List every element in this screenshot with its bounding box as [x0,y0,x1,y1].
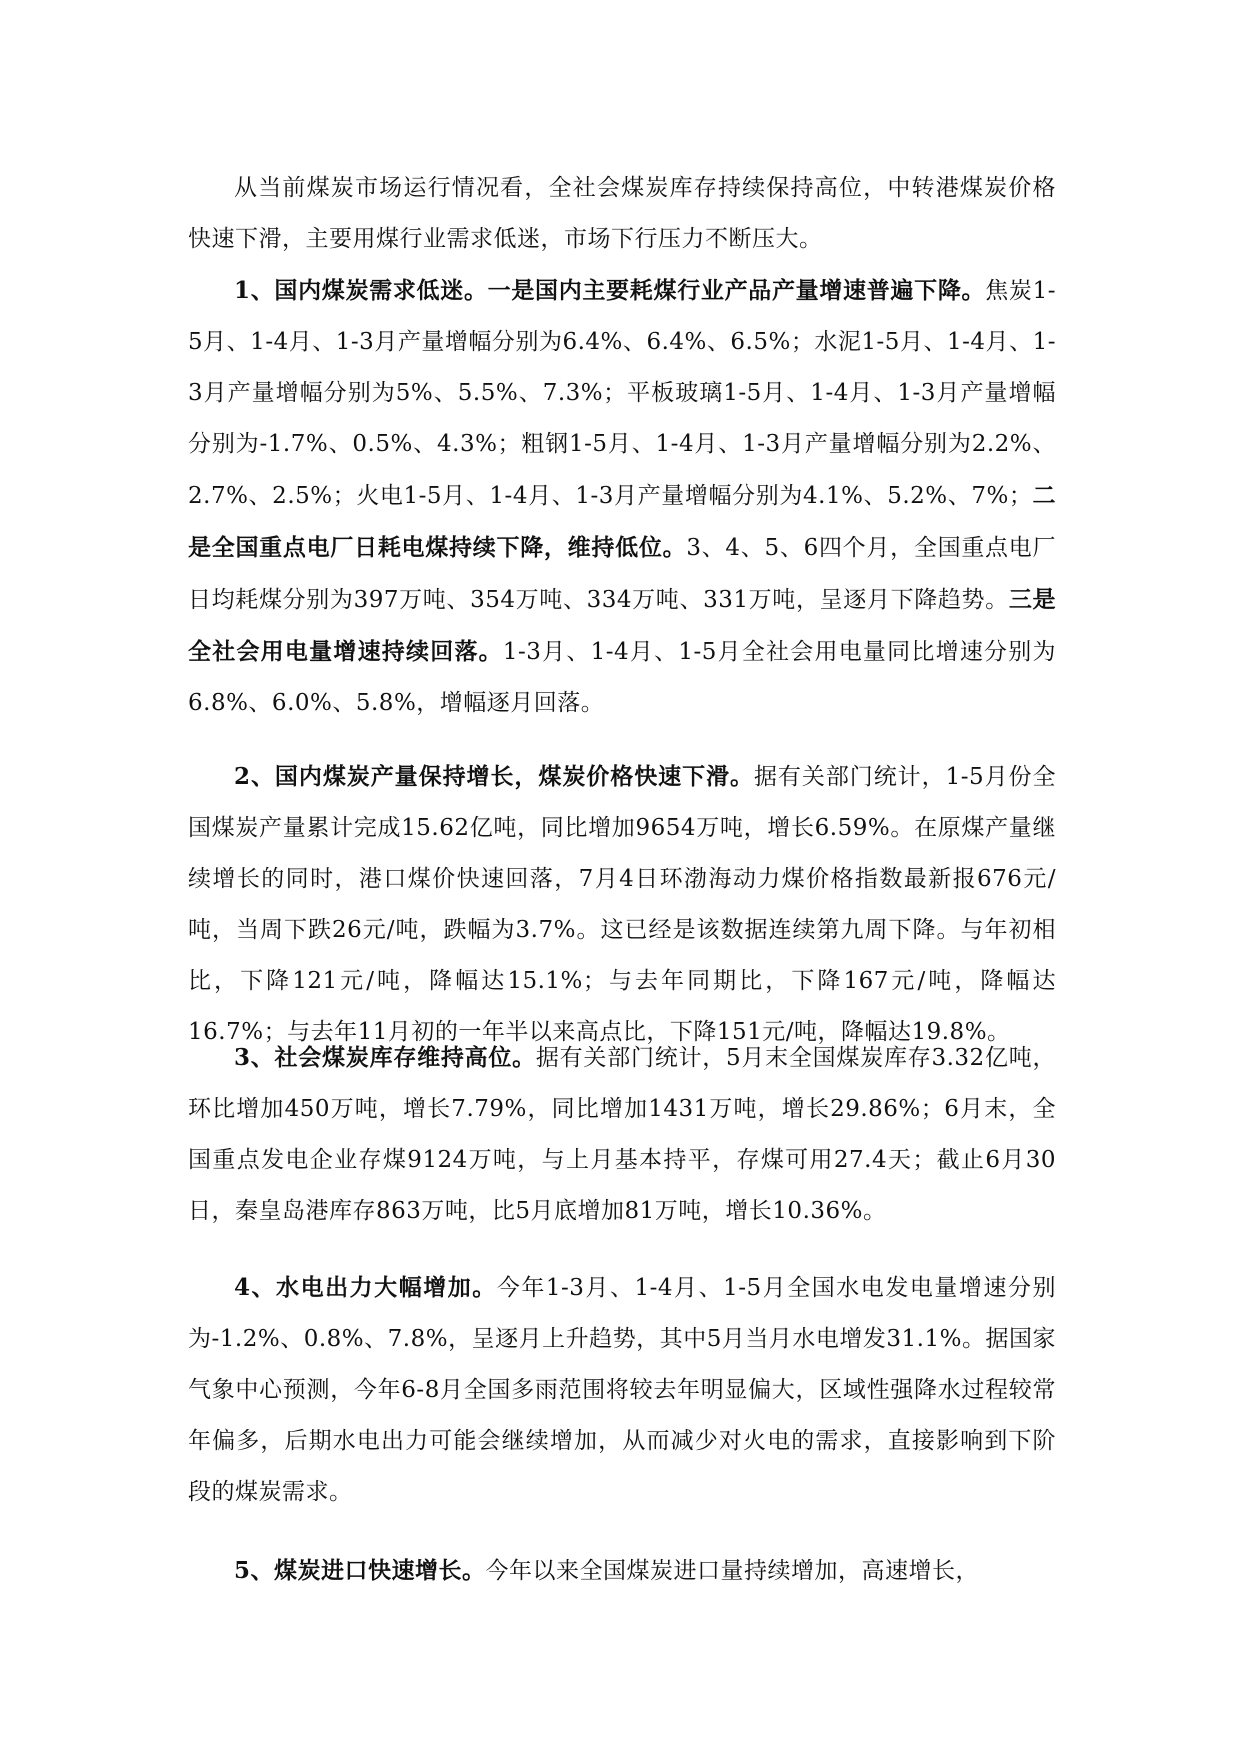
section-heading-4: 4、水电出力大幅增加。 [234,1274,497,1301]
point-heading-1: 一是国内主要耗煤行业产品产量增速普遍下降。 [487,277,986,304]
imports-text: 今年以来全国煤炭进口量持续增加，高速增长， [485,1558,980,1584]
point-heading-2: 二是全国重点电厂日耗电煤持续下降，维持低位。 [188,482,1057,561]
point-heading-3: 三是全社会用电量增速持续回落。 [188,586,1056,665]
section-heading-3: 3、社会煤炭库存维持高位。 [234,1044,536,1071]
demand-text-3: 1-3月、1-4月、1-5月全社会用电量同比增速分别为6.8%、6.0%、5.8%，增幅逐月回落。 [188,639,1056,716]
paragraph-imports [188,1545,1056,1597]
paragraph-demand [188,265,1056,729]
production-price-text: 据有关部门统计，1-5月份全国煤炭产量累计完成15.62亿吨，同比增加9654万吨，增长6.59%。在原煤产量继续增长的同时，港口煤价快速回落，7月4日环渤海动力煤价格指数最新报676元/吨，当周下跌26元/吨，跌幅为3.7%。这已经是该数据连续第九周下降。与年初相比，下降121元/吨，降幅达15.1%；与去年同期比，下降167元/吨，降幅达16.7%；与去年11月初的一年半以来高点比，下降151元/吨，降幅达19.8%。 [188,764,1056,1045]
intro-text: 从当前煤炭市场运行情况看，全社会煤炭库存持续保持高位，中转港煤炭价格快速下滑，主要用煤行业需求低迷，市场下行压力不断压大。 [188,175,1056,252]
section-heading-5: 5、煤炭进口快速增长。 [234,1557,486,1584]
paragraph-inventory [188,1032,1056,1237]
hydropower-text: 今年1-3月、1-4月、1-5月全国水电发电量增速分别为-1.2%、0.8%、7.8%，呈逐月上升趋势，其中5月当月水电增发31.1%。据国家气象中心预测，今年6-8月全国多雨范围将较去年明显偏大，区域性强降水过程较常年偏多，后期水电出力可能会继续增加，从而减少对火电的需求，直接影响到下阶段的煤炭需求。 [188,1275,1056,1505]
section-heading-2: 2、国内煤炭产量保持增长，煤炭价格快速下滑。 [234,763,754,790]
paragraph-intro [188,163,1056,265]
paragraph-hydropower [188,1262,1056,1518]
demand-text-1: 焦炭1-5月、1-4月、1-3月产量增幅分别为6.4%、6.4%、6.5%；水泥1-5月、1-4月、1-3月产量增幅分别为5%、5.5%、7.3%；平板玻璃1-5月、1-4月、1-3月产量增幅分别为-1.7%、0.5%、4.3%；粗钢1-5月、1-4月、1-3月产量增幅分别为2.2%、2.7%、2.5%；火电1-5月、1-4月、1-3月产量增幅分别为4.1%、5.2%、7%； [188,278,1057,509]
inventory-text: 据有关部门统计，5月末全国煤炭库存3.32亿吨，环比增加450万吨，增长7.79%，同比增加1431万吨，增长29.86%；6月末，全国重点发电企业存煤9124万吨，与上月基本持平，存煤可用27.4天；截止6月30日，秦皇岛港库存863万吨，比5月底增加81万吨，增长10.36%。 [188,1045,1056,1224]
demand-text-2: 3、4、5、6四个月，全国重点电厂日均耗煤分别为397万吨、354万吨、334万吨、331万吨，呈逐月下降趋势。 [188,535,1057,613]
section-heading-1: 1、国内煤炭需求低迷。 [234,277,488,304]
paragraph-production-price [188,751,1056,1058]
